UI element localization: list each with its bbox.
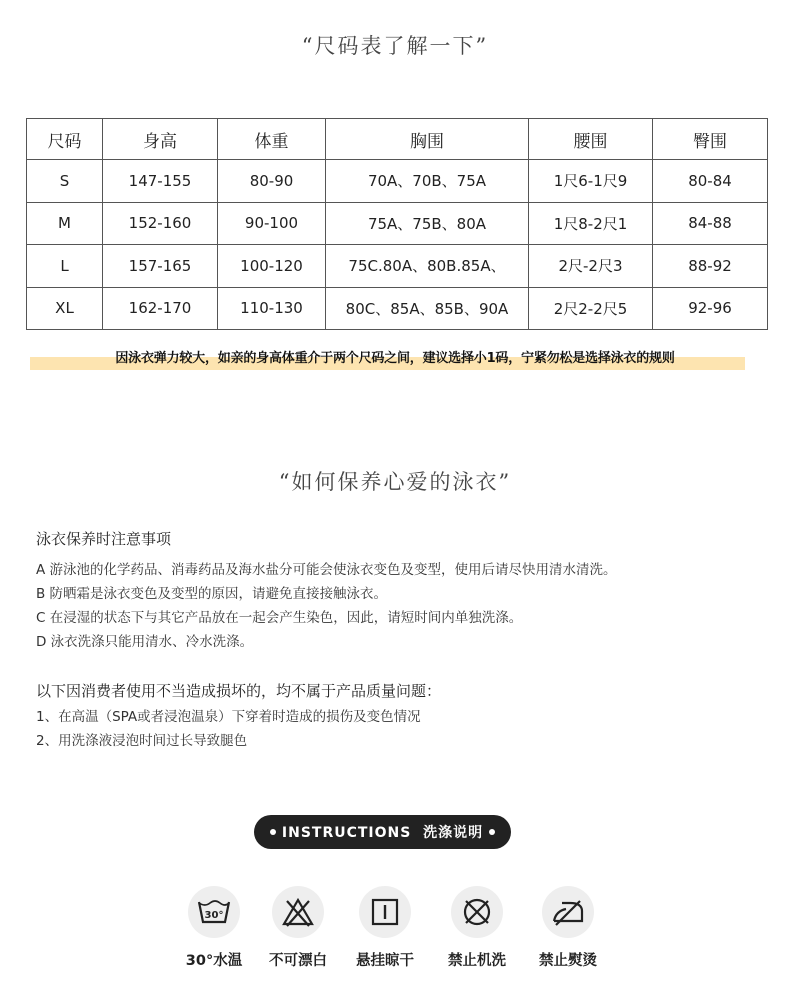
table-row: [27, 287, 768, 330]
no-iron-icon: [538, 886, 598, 938]
wash-30-icon: [184, 886, 244, 938]
cell: 2尺-2尺3: [529, 245, 653, 288]
cell: 110-130: [218, 287, 326, 330]
wash-temp-text: 30°: [204, 910, 224, 921]
size-note: 因泳衣弹力较大，如亲的身高体重介于两个尺码之间，建议选择小1码，宁紧勿松是选择泳衣的规则: [115, 351, 675, 366]
header-height: 身高: [103, 119, 218, 160]
cell: 2尺2-2尺5: [529, 287, 653, 330]
cell: L: [27, 245, 103, 288]
list-item: B 防晒霜是泳衣变色及变型的原因，请避免直接接触泳衣。: [36, 586, 388, 602]
damage-list: [36, 705, 421, 753]
cell: S: [27, 160, 103, 203]
cell: 80-84: [653, 160, 768, 203]
list-item: C 在浸湿的状态下与其它产品放在一起会产生染色，因此，请短时间内单独洗涤。: [36, 610, 523, 626]
icon-label-wash: 30°水温: [185, 953, 243, 969]
cell: 75C.80A、80B.85A、: [326, 245, 529, 288]
cell: 80-90: [218, 160, 326, 203]
list-item: D 泳衣洗涤只能用清水、冷水洗涤。: [36, 634, 254, 650]
size-table-header: [27, 119, 768, 160]
list-item: A 游泳池的化学药品、消毒药品及海水盐分可能会使泳衣变色及变型，使用后请尽快用清水清洗。: [36, 562, 617, 578]
cell: 157-165: [103, 245, 218, 288]
cell: 100-120: [218, 245, 326, 288]
dot-icon: [270, 829, 276, 835]
icon-label-no-bleach: 不可漂白: [269, 953, 327, 969]
cell: 162-170: [103, 287, 218, 330]
cell: 75A、75B、80A: [326, 202, 529, 245]
cell: 1尺8-2尺1: [529, 202, 653, 245]
header-waist: 腰围: [529, 119, 653, 160]
cell: 90-100: [218, 202, 326, 245]
instructions-badge: [254, 815, 511, 849]
no-machine-wash-icon: [447, 886, 507, 938]
cell: 147-155: [103, 160, 218, 203]
cell: M: [27, 202, 103, 245]
header-hip: 臀围: [653, 119, 768, 160]
cell: 152-160: [103, 202, 218, 245]
cell: 92-96: [653, 287, 768, 330]
icon-label-no-iron: 禁止熨烫: [539, 953, 597, 969]
cell: 80C、85A、85B、90A: [326, 287, 529, 330]
table-row: [27, 202, 768, 245]
cell: 88-92: [653, 245, 768, 288]
header-bust: 胸围: [326, 119, 529, 160]
no-bleach-icon: [268, 886, 328, 938]
care-title: “如何保养心爱的泳衣”: [278, 470, 512, 494]
list-item: 2、用洗涤液浸泡时间过长导致腿色: [36, 733, 248, 749]
cell: XL: [27, 287, 103, 330]
size-table: [26, 118, 768, 330]
damage-heading: 以下因消费者使用不当造成损坏的，均不属于产品质量问题：: [36, 682, 442, 700]
cell: 70A、70B、75A: [326, 160, 529, 203]
hang-dry-icon: [355, 886, 415, 938]
icon-label-no-machine-wash: 禁止机洗: [448, 953, 506, 969]
list-item: 1、在高温（SPA或者浸泡温泉）下穿着时造成的损伤及变色情况: [36, 709, 421, 725]
header-weight: 体重: [218, 119, 326, 160]
dot-icon: [489, 829, 495, 835]
care-list: [36, 558, 617, 654]
size-chart-title: “尺码表了解一下”: [301, 34, 489, 58]
cell: 84-88: [653, 202, 768, 245]
table-row: [27, 245, 768, 288]
header-size: 尺码: [27, 119, 103, 160]
cell: 1尺6-1尺9: [529, 160, 653, 203]
icon-label-hang-dry: 悬挂晾干: [356, 953, 414, 969]
instructions-label: INSTRUCTIONS 洗涤说明: [281, 825, 484, 841]
care-heading: 泳衣保养时注意事项: [36, 530, 172, 548]
table-row: [27, 160, 768, 203]
